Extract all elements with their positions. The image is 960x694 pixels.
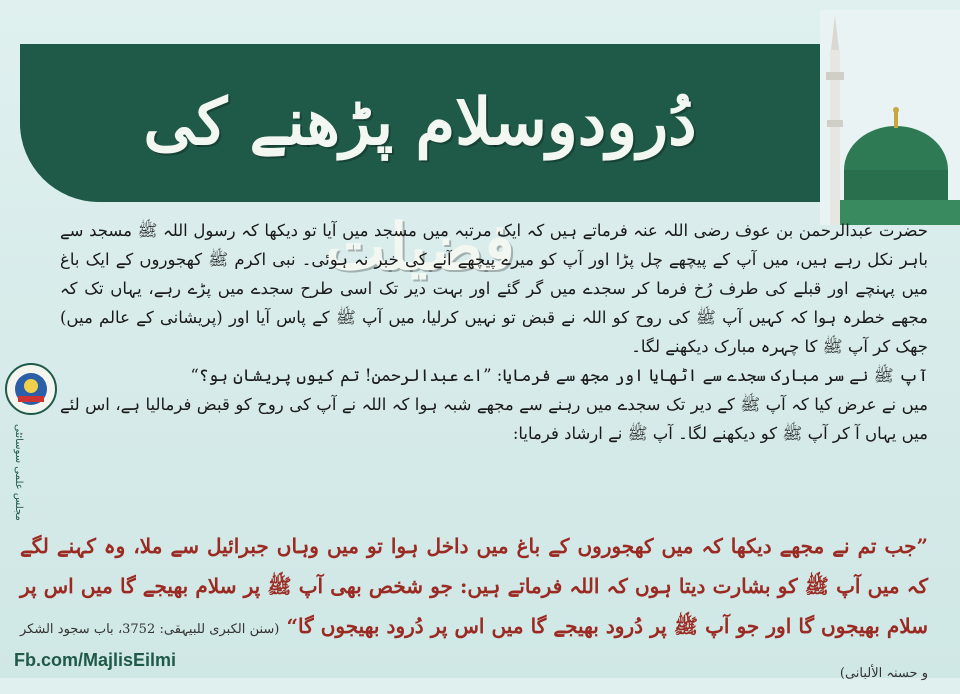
organization-name: مجلس علمی سوسائٹی <box>13 424 24 521</box>
narration-text <box>60 216 928 504</box>
mosque-dome-image <box>820 10 960 225</box>
reference-text: (سنن الکبری للبیہقی: 3752، باب سجود الشکر و حسنہ الألبانی) <box>20 622 928 681</box>
narration-paragraph: حضرت عبدالرحمن بن عوف رضی اللہ عنہ فرماتے ہیں کہ ایک مرتبہ میں مسجد میں آیا تو دیکھا کہ رسول اللہ ﷺ مسجد سے باہر نکل رہے ہیں، میں آپ کے پیچھے چل پڑا اور آپ کو میرے پیچھے آنے کی خبر نہ ہوئی۔ نبی اکرم ﷺ کھجوروں کے ایک باغ میں پہنچے اور قبلے کی طرف رُخ فرما کر سجدے میں گر گئے اور بہت دیر تک اسی طرح سجدے میں پڑے رہے، یہاں تک کہ مجھے خطرہ ہوا کہ کہیں آپ ﷺ کی روح کو اللہ نے قبض تو نہیں کرلیا، میں آپ ﷺ کے پاس آیا اور (پریشانی کے عالم میں) جھک کر آپ ﷺ کا چہرہ مبارک دیکھنے لگا۔ <box>60 221 928 356</box>
quote-text: ”جب تم نے مجھے دیکھا کہ میں کھجوروں کے باغ میں داخل ہوا تو میں وہاں جبرائیل سے ملا، وہ کہنے لگے کہ میں آپ ﷺ کو بشارت دیتا ہوں کہ اللہ فرماتے ہیں: جو شخص بھی آپ ﷺ پر سلام بھیجے گا میں اس پر سلام بھیجوں گا اور جو آپ ﷺ پر دُرود بھیجے گا میں اس پر دُرود بھیجوں گا“ <box>20 534 928 638</box>
narration-paragraph: آپ ﷺ نے سر مبارک سجدے سے اٹھایا اور مجھ سے فرمایا: ”اے عبدالرحمن! تم کیوں پریشان ہو؟“ <box>190 366 928 385</box>
narration-paragraph: میں نے عرض کیا کہ آپ ﷺ کے دیر تک سجدے میں رہنے سے مجھے شبہ ہوا کہ اللہ نے آپ کی روح کو قبض فرمالیا ہے، اس لئے میں یہاں آ کر آپ ﷺ کو دیکھنے لگا۔ آپ ﷺ نے ارشاد فرمایا: <box>60 395 928 443</box>
page-title: دُرودوسلام پڑھنے کی فضیلت <box>143 85 697 285</box>
facebook-link[interactable]: Fb.com/MajlisEilmi <box>14 650 177 670</box>
organization-logo-icon <box>4 362 58 416</box>
